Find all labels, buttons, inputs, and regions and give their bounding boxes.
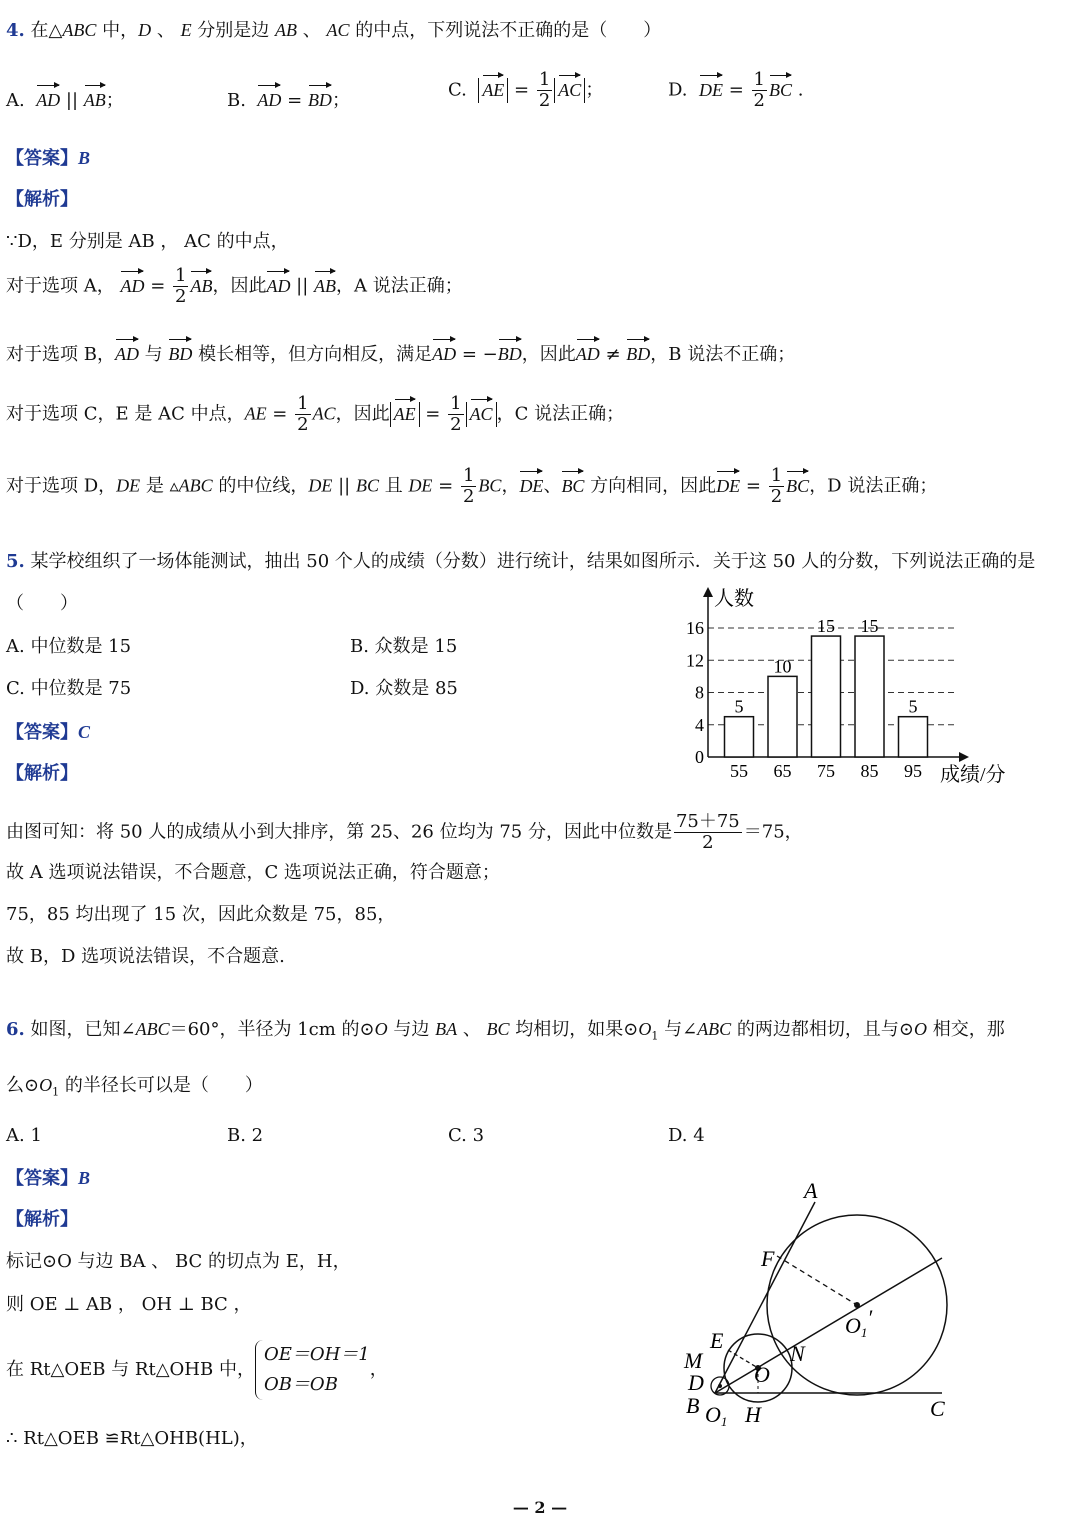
q4-triangle: ABC — [62, 20, 97, 40]
chart-ylabel: 人数 — [714, 588, 754, 610]
q5-option-d: D. 众数是 85 — [350, 678, 458, 699]
bar-value-label: 15 — [860, 616, 879, 637]
chart-yticks — [686, 618, 704, 767]
text: ， — [369, 1359, 388, 1380]
chart-xlabel: 成绩/分 — [940, 764, 1006, 786]
radius-dashed-f — [777, 1256, 857, 1305]
text: 对于选项 B， — [6, 344, 115, 365]
q5-stem-2: （ ） — [6, 593, 78, 614]
center-o1-prime — [854, 1302, 860, 1308]
text: 1 — [651, 1029, 659, 1043]
label-c: C — [930, 1396, 945, 1421]
label-f: F — [761, 1246, 775, 1271]
q6-stem-2 — [6, 1073, 263, 1105]
q4-option-a: A. AD || AB； — [6, 82, 124, 113]
label-h: H — [745, 1402, 761, 1427]
label-o1: O1 — [705, 1402, 728, 1429]
q5-stem — [6, 550, 1035, 574]
q4-analysis-line-1: ∵D，E 分别是 AB ， AC 的中点， — [6, 231, 289, 252]
q4-analysis-line-2: 对于选项 A， AD = $\frac{1}{2}$ AB，因此AD || AB，A 说法正确； — [6, 265, 463, 307]
text: 相交，那 — [927, 1019, 1005, 1040]
q5-analysis-label: 【解析】 — [6, 763, 78, 784]
text: 是 — [140, 475, 170, 497]
q6-stem — [6, 1017, 1005, 1049]
page-footer: — 2 — — [512, 1498, 568, 1517]
y-tick-label: 4 — [695, 714, 704, 735]
q6-option-b: B. 2 — [227, 1125, 264, 1146]
bar-value-label: 15 — [817, 616, 835, 637]
q5-option-a: A. 中位数是 15 — [6, 636, 132, 657]
text: 与∠ — [658, 1019, 698, 1040]
q5-analysis-line-2: 故 A 选项说法错误，不合题意，C 选项说法正确，符合题意； — [6, 862, 500, 883]
q4-analysis-line-3: 对于选项 B，AD 与 BD 模长相等，但方向相反，满足AD = −BD，因此AD ≠ BD，B 说法不正确； — [6, 336, 795, 367]
bar-value-label: 5 — [734, 696, 744, 717]
y-tick-label: 16 — [686, 618, 704, 638]
angle-bisector — [715, 1258, 942, 1393]
q4-option-d: D. DE = $\frac{1}{2}$ BC . — [668, 69, 804, 111]
text: 且 — [378, 475, 409, 497]
option-label: C. — [448, 79, 467, 101]
answer-value: B — [78, 1168, 91, 1188]
bar — [812, 636, 841, 757]
x-tick-label: 75 — [817, 761, 835, 781]
y-tick-label: 12 — [686, 650, 704, 671]
bar — [725, 717, 754, 757]
q5-analysis-line-3: 75，85 均出现了 15 次，因此众数是 75，85， — [6, 904, 396, 925]
bar-value-label: 10 — [773, 656, 792, 677]
center-o1 — [718, 1384, 722, 1388]
text: ，因此 — [335, 403, 390, 425]
q6-option-c: C. 3 — [448, 1125, 485, 1146]
text: ABC — [697, 1019, 732, 1039]
answer-label: 【答案】 — [6, 1168, 78, 1189]
q4-stem-text: 的中点，下列说法不正确的是（ ） — [349, 20, 662, 41]
text: ＝60°，半径为 1cm 的⊙ — [169, 1019, 375, 1040]
text: 如图，已知∠ — [24, 1019, 136, 1040]
label-d: D — [688, 1370, 704, 1395]
equation: OE＝OH＝1 — [263, 1344, 370, 1365]
text: 对于选项 A， — [6, 275, 115, 297]
text: 由图可知：将 50 人的成绩从小到大排序，第 25、26 位均为 75 分，因此中位数是 — [6, 821, 672, 843]
q5-option-c: C. 中位数是 75 — [6, 678, 132, 699]
text: ， — [501, 475, 520, 497]
q4-stem-text: 分别是边 — [191, 20, 276, 41]
text: 模长相等，但方向相反，满足 — [192, 344, 433, 365]
text: ，A 说法正确； — [336, 275, 463, 297]
text: ，C 说法正确； — [496, 403, 625, 425]
x-tick-label: 85 — [860, 761, 879, 781]
q6-option-d: D. 4 — [668, 1125, 705, 1146]
text: O — [39, 1075, 53, 1095]
text: 对于选项 C，E 是 AC 中点， — [6, 403, 245, 425]
q6-analysis-line-3 — [6, 1340, 388, 1400]
text: BA — [435, 1019, 458, 1039]
text: O — [374, 1019, 388, 1039]
answer-label: 【答案】 — [6, 148, 78, 169]
text: BC — [486, 1019, 510, 1039]
text: 、 — [457, 1019, 487, 1040]
answer-value: B — [78, 148, 91, 168]
q4-stem-text: 、 — [151, 20, 181, 41]
x-tick-label: 65 — [773, 761, 792, 781]
q6-analysis-label: 【解析】 — [6, 1209, 78, 1230]
text: 与 — [138, 344, 169, 365]
q4-point-e: E — [180, 20, 192, 40]
text: 的中位线， — [212, 475, 309, 497]
q4-stem-text: 、 — [297, 20, 327, 41]
q4-number: 4. — [6, 20, 25, 41]
fraction-denominator: 2 — [702, 832, 714, 853]
bar — [768, 676, 797, 757]
geometry-figure — [670, 1170, 970, 1435]
q6-answer — [6, 1166, 90, 1191]
q4-option-b: B. AD = BD； — [227, 82, 350, 113]
text: ，因此 — [212, 275, 267, 297]
q6-analysis-line-4: ∴ Rt△OEB ≌Rt△OHB(HL)， — [6, 1428, 258, 1449]
text: ＝75， — [743, 821, 803, 843]
equation: OB＝OB — [263, 1374, 338, 1395]
q5-answer — [6, 720, 90, 745]
y-tick-label: 0 — [695, 747, 704, 767]
text: O — [638, 1019, 652, 1039]
q6-analysis-line-2: 则 OE ⊥ AB ， OH ⊥ BC ， — [6, 1294, 252, 1315]
text: 在 Rt△OEB 与 Rt△OHB 中， — [6, 1359, 255, 1380]
option-label: B. — [227, 90, 246, 111]
q4-stem — [6, 18, 661, 43]
answer-label: 【答案】 — [6, 722, 78, 743]
label-e: E — [710, 1328, 724, 1353]
q6-number: 6. — [6, 1019, 25, 1040]
text: ，因此 — [521, 344, 576, 365]
q5-analysis-line-4: 故 B，D 选项说法错误，不合题意. — [6, 946, 285, 967]
q4-analysis-label: 【解析】 — [6, 189, 78, 210]
bar — [899, 717, 928, 757]
q5-analysis-line-1 — [6, 812, 803, 853]
text: 的两边都相切，且与⊙ — [731, 1019, 914, 1040]
q4-option-c: C. AE = $\frac{1}{2}$ AC ； — [448, 69, 604, 111]
text: ，D 说法正确； — [809, 475, 938, 497]
label-n: N — [790, 1341, 805, 1366]
answer-value: C — [78, 722, 91, 742]
text: 的半径长可以是（ ） — [59, 1075, 263, 1096]
text: O — [914, 1019, 927, 1039]
option-label: A. — [6, 90, 25, 111]
text: 对于选项 D， — [6, 475, 117, 497]
q5-option-b: B. 众数是 15 — [350, 636, 458, 657]
q4-side-ab: AB — [275, 20, 298, 40]
bar — [855, 636, 884, 757]
label-o: O — [754, 1362, 770, 1387]
fraction-numerator: 75＋75 — [675, 811, 740, 832]
text: 均相切，如果⊙ — [509, 1019, 639, 1040]
q5-stem-text: 某学校组织了一场体能测试，抽出 50 个人的成绩（分数）进行统计，结果如图所示．关于这 50 人的分数，下列说法正确的是 — [24, 551, 1036, 572]
text: ABC — [135, 1019, 170, 1039]
option-label: D. — [668, 79, 688, 101]
label-o1-prime: O1′ — [845, 1305, 873, 1340]
y-tick-label: 8 — [695, 682, 704, 703]
text: 么⊙ — [6, 1075, 40, 1096]
q6-analysis-line-1: 标记⊙O 与边 BA 、 BC 的切点为 E，H， — [6, 1251, 351, 1272]
label-a: A — [804, 1178, 818, 1203]
score-bar-chart — [672, 585, 1032, 790]
text: 方向相同，因此 — [584, 475, 717, 497]
text: 1 — [52, 1085, 60, 1099]
q4-analysis-line-4: 对于选项 C，E 是 AC 中点，AE = $\frac{1}{2}$ AC，因此 AE = $\frac{1}{2}$ AC ，C 说法正确； — [6, 393, 625, 435]
q4-stem-text: 中， — [96, 20, 139, 41]
q5-number: 5. — [6, 551, 25, 572]
label-b: B — [686, 1393, 700, 1418]
q4-answer — [6, 146, 90, 171]
x-tick-label: 95 — [904, 761, 922, 781]
q4-side-ac: AC — [326, 20, 350, 40]
label-m: M — [684, 1348, 703, 1373]
text: ，B 说法不正确； — [650, 344, 796, 365]
text: 与边 — [387, 1019, 436, 1040]
q4-point-d: D — [138, 20, 152, 40]
q4-stem-text: 在△ — [30, 20, 63, 41]
q4-analysis-line-5: 对于选项 D，DE 是 ▵ABC 的中位线，DE || BC 且 DE = $\frac{1}{2}$ BC，DE、BC 方向相同，因此DE = $\frac{1}{2}$ BC，D 说法正确； — [6, 465, 938, 507]
bar-value-label: 5 — [908, 696, 918, 717]
x-tick-label: 55 — [730, 761, 748, 781]
q6-option-a: A. 1 — [6, 1125, 42, 1146]
